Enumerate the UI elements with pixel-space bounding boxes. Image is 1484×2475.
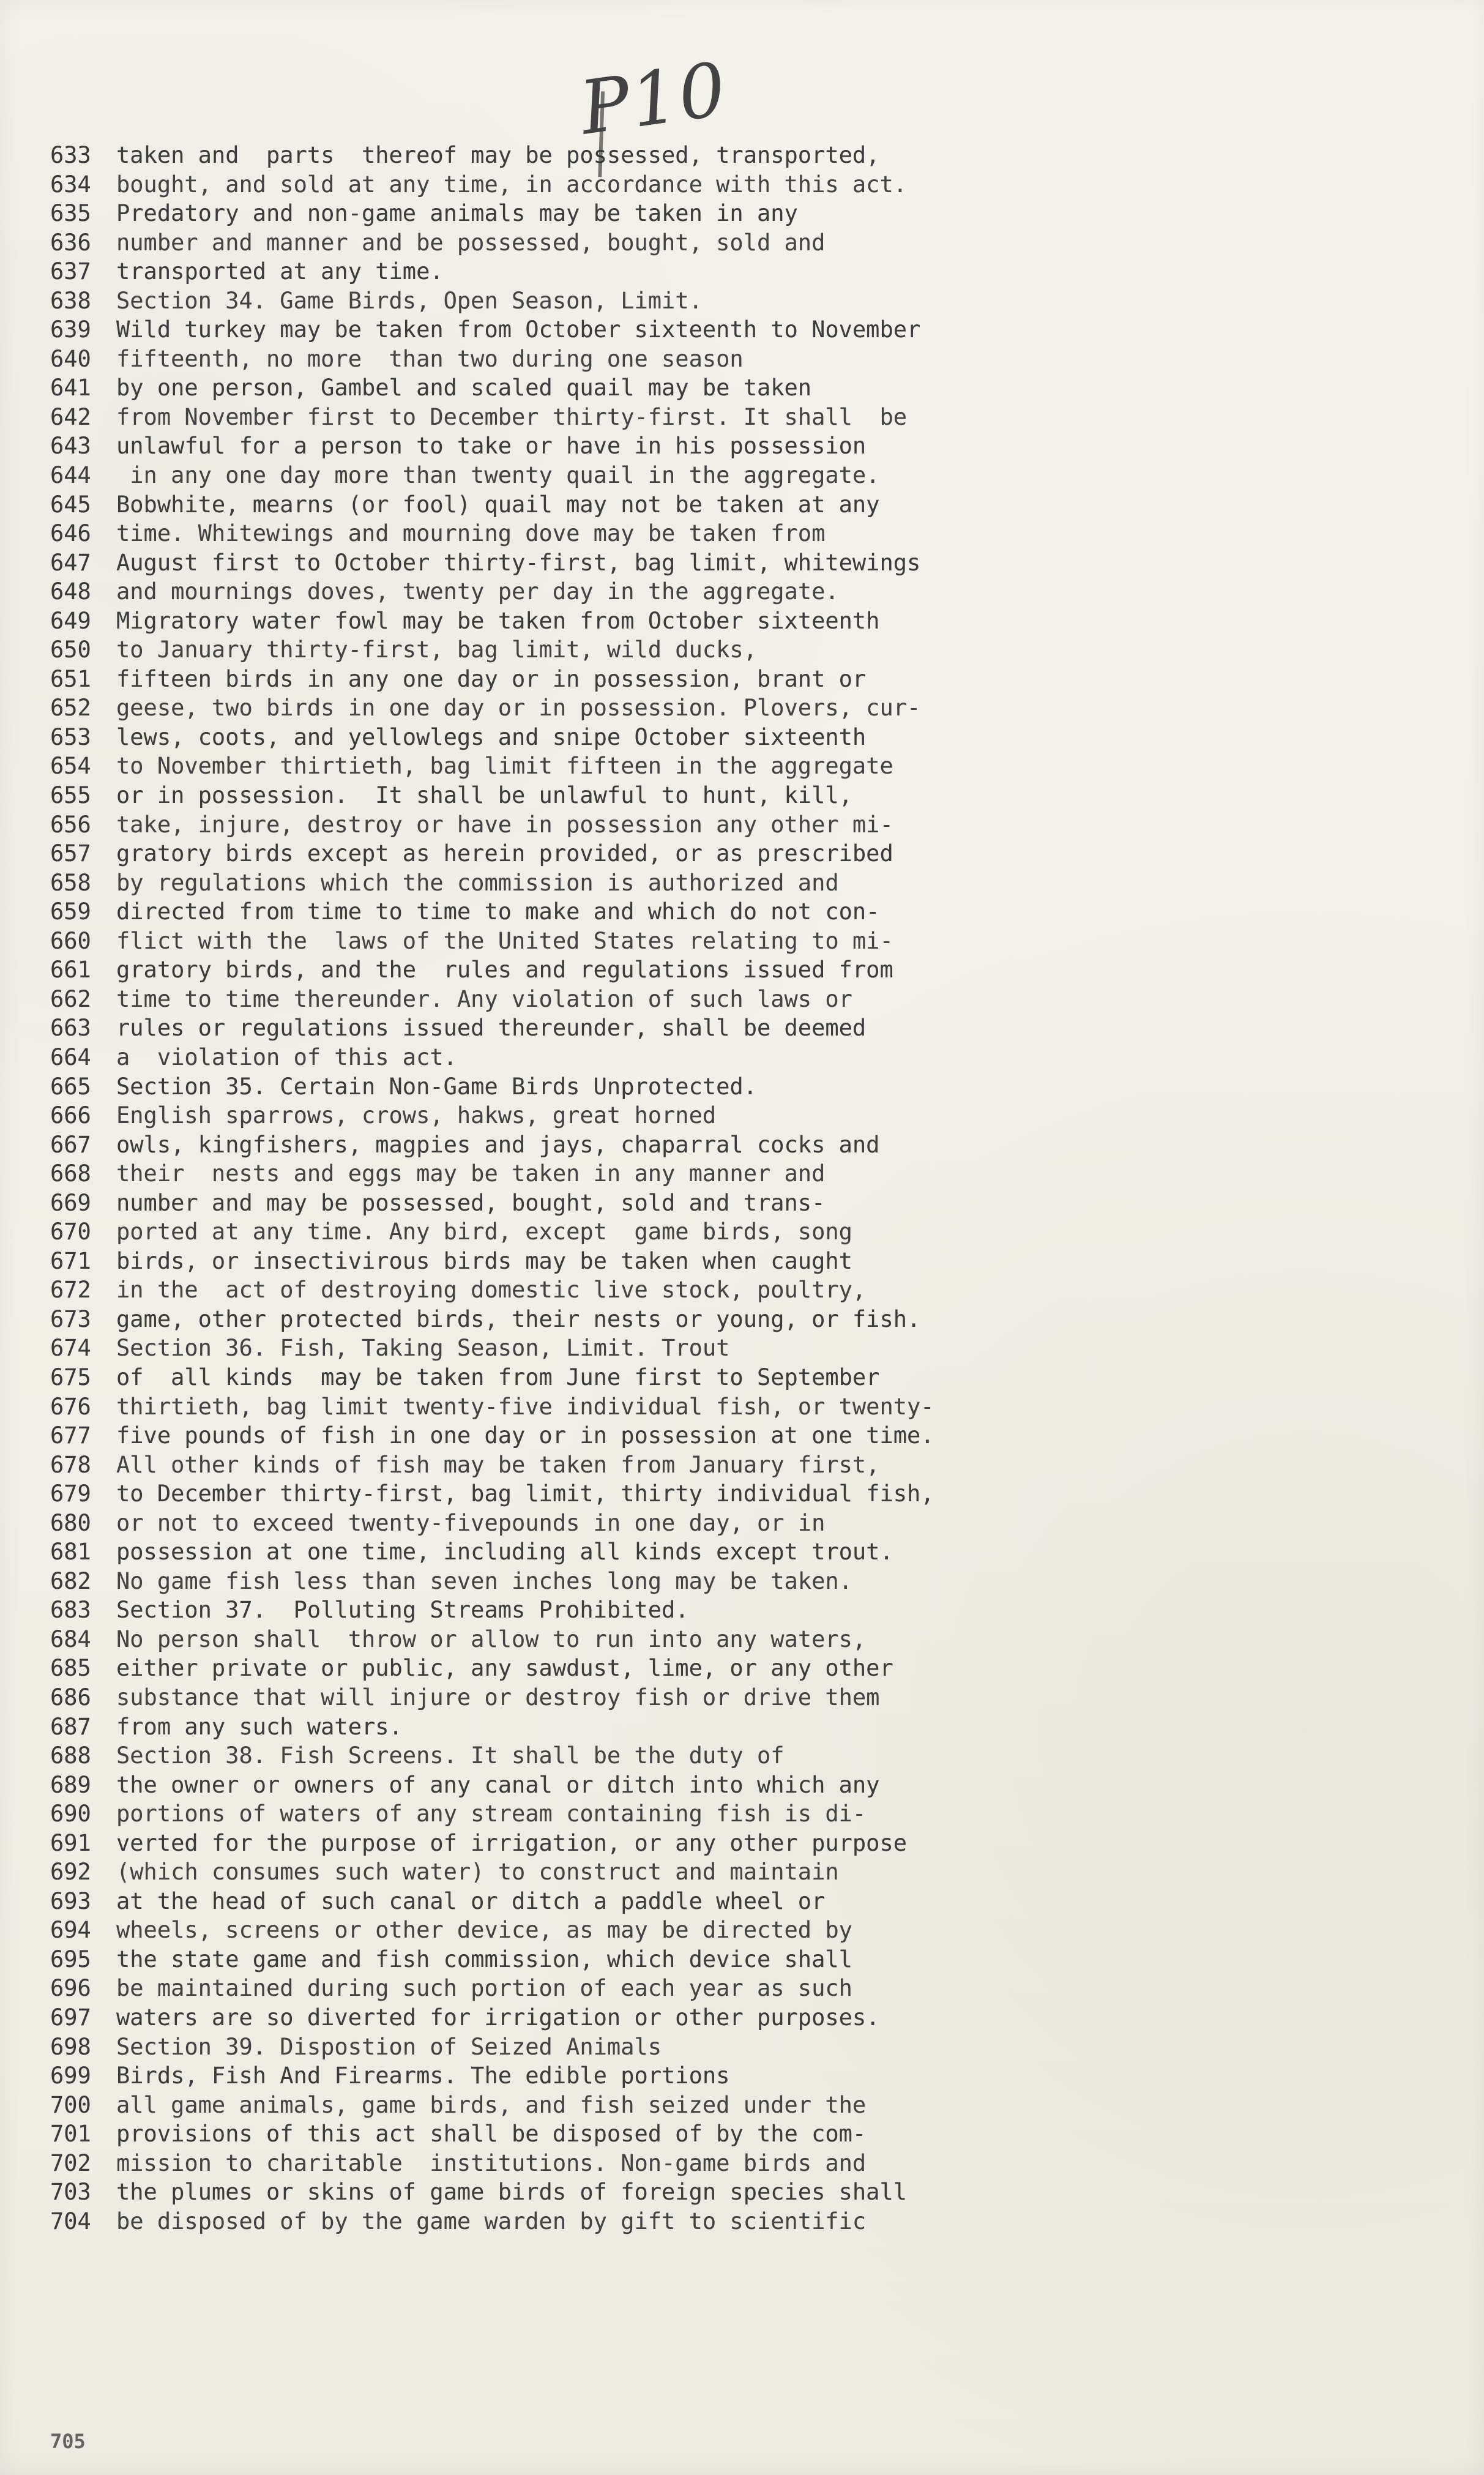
line-number: 691 xyxy=(50,1829,91,1856)
line-number: 637 xyxy=(50,258,91,285)
document-line xyxy=(50,781,1445,810)
document-line xyxy=(50,2178,1445,2207)
line-number: 684 xyxy=(50,1626,91,1652)
document-line xyxy=(50,286,1445,316)
document-line xyxy=(50,635,1445,665)
line-text: the state game and fish commission, which device shall xyxy=(116,1946,852,1973)
document-line xyxy=(50,693,1445,723)
line-number: 645 xyxy=(50,491,91,518)
line-number: 664 xyxy=(50,1043,91,1070)
line-number: 673 xyxy=(50,1305,91,1332)
document-line xyxy=(50,1043,1445,1072)
line-text: possession at one time, including all kinds except trout. xyxy=(116,1539,893,1566)
document-line xyxy=(50,607,1445,636)
line-text: Section 38. Fish Screens. It shall be the duty of xyxy=(116,1742,785,1769)
line-text: to November thirtieth, bag limit fifteen in the aggregate xyxy=(116,753,893,780)
line-number: 683 xyxy=(50,1597,91,1624)
line-text: from any such waters. xyxy=(116,1713,403,1740)
line-text: the plumes or skins of game birds of foreign species shall xyxy=(116,2179,908,2206)
line-number: 681 xyxy=(50,1539,91,1566)
line-number: 653 xyxy=(50,723,91,750)
line-text: the owner or owners of any canal or ditch into which any xyxy=(116,1771,880,1798)
line-number: 687 xyxy=(50,1713,91,1740)
line-number: 660 xyxy=(50,927,91,954)
document-line xyxy=(50,723,1445,752)
line-number: 700 xyxy=(50,2091,91,2118)
document-line xyxy=(50,373,1445,403)
line-number: 642 xyxy=(50,403,91,430)
line-number: 655 xyxy=(50,782,91,809)
document-line xyxy=(50,2119,1445,2149)
document-line xyxy=(50,1916,1445,1945)
line-text: to January thirty-first, bag limit, wild ducks, xyxy=(116,636,757,663)
line-text: No game fish less than seven inches long may be taken. xyxy=(116,1567,852,1594)
line-text: Section 35. Certain Non-Game Birds Unprotected. xyxy=(116,1073,757,1100)
line-text: wheels, screens or other device, as may be directed by xyxy=(116,1917,852,1944)
line-number: 699 xyxy=(50,2062,91,2089)
line-number: 659 xyxy=(50,898,91,925)
document-line xyxy=(50,1771,1445,1800)
line-text: or not to exceed twenty-fivepounds in one day, or in xyxy=(116,1509,826,1536)
document-line xyxy=(50,1741,1445,1771)
document-line xyxy=(50,1712,1445,1742)
document-line xyxy=(50,897,1445,927)
line-text: mission to charitable institutions. Non-game birds and xyxy=(116,2149,867,2176)
document-line xyxy=(50,1509,1445,1538)
line-text: Migratory water fowl may be taken from October sixteenth xyxy=(116,607,880,634)
document-line xyxy=(50,1887,1445,1916)
document-line xyxy=(50,1479,1445,1509)
line-number: 644 xyxy=(50,462,91,489)
document-line xyxy=(50,1596,1445,1625)
line-text: five pounds of fish in one day or in possession at one time. xyxy=(116,1422,934,1449)
line-number: 694 xyxy=(50,1917,91,1944)
line-text: August first to October thirty-first, bag limit, whitewings xyxy=(116,549,921,576)
line-number: 635 xyxy=(50,200,91,227)
line-number: 661 xyxy=(50,957,91,984)
document-line xyxy=(50,1392,1445,1422)
document-line xyxy=(50,985,1445,1014)
document-line xyxy=(50,2207,1445,2236)
line-text: waters are so diverted for irrigation or other purposes. xyxy=(116,2004,880,2031)
document-line xyxy=(50,461,1445,490)
line-text: portions of waters of any stream containing fish is di- xyxy=(116,1801,867,1827)
document-line xyxy=(50,431,1445,461)
line-number: 662 xyxy=(50,985,91,1012)
line-number: 697 xyxy=(50,2004,91,2031)
document-line xyxy=(50,345,1445,374)
line-text: be disposed of by the game warden by gift to scientific xyxy=(116,2208,867,2234)
line-number: 690 xyxy=(50,1801,91,1827)
line-number: 656 xyxy=(50,811,91,838)
document-line xyxy=(50,1683,1445,1712)
line-number: 641 xyxy=(50,375,91,401)
line-text: All other kinds of fish may be taken from January first, xyxy=(116,1451,880,1478)
line-text: gratory birds except as herein provided, or as prescribed xyxy=(116,840,893,867)
line-number: 647 xyxy=(50,549,91,576)
line-number: 689 xyxy=(50,1771,91,1798)
document-line xyxy=(50,141,1445,170)
document-line xyxy=(50,955,1445,985)
line-text: bought, and sold at any time, in accordance with this act. xyxy=(116,171,908,198)
line-number: 646 xyxy=(50,520,91,547)
document-line xyxy=(50,199,1445,228)
document-line xyxy=(50,1654,1445,1683)
line-text: from November first to December thirty-first. It shall be xyxy=(116,403,908,430)
line-text: fifteen birds in any one day or in possession, brant or xyxy=(116,665,867,692)
line-number: 701 xyxy=(50,2121,91,2148)
line-number: 658 xyxy=(50,869,91,896)
line-number: 633 xyxy=(50,142,91,168)
document-line xyxy=(50,577,1445,607)
line-text: or in possession. It shall be unlawful to hunt, kill, xyxy=(116,782,852,809)
line-text: gratory birds, and the rules and regulations issued from xyxy=(116,957,893,984)
document-line xyxy=(50,228,1445,258)
line-text: English sparrows, crows, hakws, great horned xyxy=(116,1102,717,1129)
line-number: 692 xyxy=(50,1859,91,1886)
line-number: 652 xyxy=(50,695,91,722)
line-number: 639 xyxy=(50,316,91,343)
line-number: 695 xyxy=(50,1946,91,1973)
line-number: 640 xyxy=(50,345,91,372)
line-text: in the act of destroying domestic live stock, poultry, xyxy=(116,1277,867,1304)
line-number: 667 xyxy=(50,1131,91,1158)
line-number: 682 xyxy=(50,1567,91,1594)
document-line xyxy=(50,1857,1445,1887)
line-text: take, injure, destroy or have in possession any other mi- xyxy=(116,811,893,838)
line-number: 665 xyxy=(50,1073,91,1100)
document-line xyxy=(50,2091,1445,2120)
line-text: substance that will injure or destroy fish or drive them xyxy=(116,1684,880,1711)
line-number: 650 xyxy=(50,636,91,663)
document-line xyxy=(50,1945,1445,1974)
line-number: 651 xyxy=(50,665,91,692)
line-text: a violation of this act. xyxy=(116,1043,457,1070)
line-text: number and may be possessed, bought, sold and trans- xyxy=(116,1189,826,1216)
line-text: to December thirty-first, bag limit, thirty individual fish, xyxy=(116,1480,934,1507)
line-text: birds, or insectivirous birds may be taken when caught xyxy=(116,1247,852,1274)
document-line xyxy=(50,1625,1445,1654)
line-number: 670 xyxy=(50,1219,91,1245)
line-text: fifteenth, no more than two during one season xyxy=(116,345,744,372)
line-text: of all kinds may be taken from June first to September xyxy=(116,1364,880,1391)
line-text: taken and parts thereof may be possessed, transported, xyxy=(116,142,880,168)
line-text: time. Whitewings and mourning dove may be taken from xyxy=(116,520,826,547)
document-line xyxy=(50,2061,1445,2091)
line-number: 688 xyxy=(50,1742,91,1769)
line-number: 680 xyxy=(50,1509,91,1536)
document-line xyxy=(50,927,1445,956)
line-text: by one person, Gambel and scaled quail may be taken xyxy=(116,375,812,401)
line-text: No person shall throw or allow to run into any waters, xyxy=(116,1626,867,1652)
line-text: Section 36. Fish, Taking Season, Limit. Trout xyxy=(116,1335,730,1362)
line-text: ported at any time. Any bird, except game birds, song xyxy=(116,1219,852,1245)
line-number: 679 xyxy=(50,1480,91,1507)
document-line xyxy=(50,548,1445,578)
document-line xyxy=(50,2033,1445,2062)
line-number: 638 xyxy=(50,287,91,314)
line-text: lews, coots, and yellowlegs and snipe October sixteenth xyxy=(116,723,867,750)
line-number: 657 xyxy=(50,840,91,867)
line-number: 685 xyxy=(50,1655,91,1682)
stray-line-number: 705 xyxy=(50,2430,86,2453)
line-text: their nests and eggs may be taken in any manner and xyxy=(116,1160,826,1187)
line-text: either private or public, any sawdust, lime, or any other xyxy=(116,1655,893,1682)
line-text: Wild turkey may be taken from October sixteenth to November xyxy=(116,316,921,343)
document-line xyxy=(50,839,1445,868)
line-number: 674 xyxy=(50,1335,91,1362)
document-line xyxy=(50,810,1445,840)
line-text: unlawful for a person to take or have in his possession xyxy=(116,433,867,460)
line-text: Bobwhite, mearns (or fool) quail may not be taken at any xyxy=(116,491,880,518)
line-text: in any one day more than twenty quail in the aggregate. xyxy=(116,462,880,489)
line-number: 643 xyxy=(50,433,91,460)
line-number: 666 xyxy=(50,1102,91,1129)
document-line xyxy=(50,1334,1445,1363)
line-number: 677 xyxy=(50,1422,91,1449)
line-number: 649 xyxy=(50,607,91,634)
line-text: at the head of such canal or ditch a paddle wheel or xyxy=(116,1887,826,1914)
line-number: 634 xyxy=(50,171,91,198)
line-number: 669 xyxy=(50,1189,91,1216)
line-text: verted for the purpose of irrigation, or any other purpose xyxy=(116,1829,908,1856)
line-text: geese, two birds in one day or in possession. Plovers, cur- xyxy=(116,695,921,722)
line-text: be maintained during such portion of each year as such xyxy=(116,1975,852,2002)
line-number: 696 xyxy=(50,1975,91,2002)
line-text: flict with the laws of the United States relating to mi- xyxy=(116,927,893,954)
document-line xyxy=(50,490,1445,520)
line-text: Birds, Fish And Firearms. The edible portions xyxy=(116,2062,730,2089)
document-line xyxy=(50,1537,1445,1567)
document-line xyxy=(50,1014,1445,1043)
line-text: Section 34. Game Birds, Open Season, Limit. xyxy=(116,287,703,314)
document-line xyxy=(50,752,1445,781)
document-line xyxy=(50,1275,1445,1305)
line-number: 636 xyxy=(50,229,91,256)
line-text: directed from time to time to make and which do not con- xyxy=(116,898,880,925)
line-number: 698 xyxy=(50,2033,91,2060)
line-text: by regulations which the commission is authorized and xyxy=(116,869,839,896)
document-line xyxy=(50,1159,1445,1189)
line-number: 693 xyxy=(50,1887,91,1914)
line-text: all game animals, game birds, and fish seized under the xyxy=(116,2091,867,2118)
document-line xyxy=(50,868,1445,898)
line-number: 672 xyxy=(50,1277,91,1304)
line-number: 675 xyxy=(50,1364,91,1391)
document-line xyxy=(50,1974,1445,2003)
document-line xyxy=(50,1189,1445,1218)
document-line xyxy=(50,1072,1445,1102)
page-mark: P10 xyxy=(575,47,733,152)
line-number: 686 xyxy=(50,1684,91,1711)
line-text: and mournings doves, twenty per day in the aggregate. xyxy=(116,578,839,605)
document-line xyxy=(50,519,1445,548)
document-line xyxy=(50,1130,1445,1160)
line-number: 648 xyxy=(50,578,91,605)
line-text: Section 39. Dispostion of Seized Animals xyxy=(116,2033,662,2060)
line-text: provisions of this act shall be disposed of by the com- xyxy=(116,2121,867,2148)
line-text: transported at any time. xyxy=(116,258,444,285)
document-line xyxy=(50,1363,1445,1392)
document-line xyxy=(50,2003,1445,2033)
line-text: time to time thereunder. Any violation of such laws or xyxy=(116,985,852,1012)
document-line xyxy=(50,665,1445,694)
line-text: owls, kingfishers, magpies and jays, chaparral cocks and xyxy=(116,1131,880,1158)
document-line xyxy=(50,1829,1445,1858)
line-number: 702 xyxy=(50,2149,91,2176)
line-number: 703 xyxy=(50,2179,91,2206)
line-text: (which consumes such water) to construct and maintain xyxy=(116,1859,839,1886)
document-line xyxy=(50,1450,1445,1480)
line-text: number and manner and be possessed, bought, sold and xyxy=(116,229,826,256)
document-line xyxy=(50,403,1445,432)
document-line xyxy=(50,1799,1445,1829)
line-number: 663 xyxy=(50,1015,91,1042)
document-line xyxy=(50,1305,1445,1334)
document-line xyxy=(50,1567,1445,1596)
document-line xyxy=(50,1247,1445,1276)
document-line xyxy=(50,257,1445,286)
document-line xyxy=(50,1101,1445,1130)
document-line xyxy=(50,170,1445,200)
line-text: game, other protected birds, their nests or young, or fish. xyxy=(116,1305,921,1332)
line-number: 671 xyxy=(50,1247,91,1274)
document-line xyxy=(50,1421,1445,1450)
line-text: Predatory and non-game animals may be taken in any xyxy=(116,200,798,227)
line-text: rules or regulations issued thereunder, shall be deemed xyxy=(116,1015,867,1042)
line-number: 678 xyxy=(50,1451,91,1478)
typed-lines xyxy=(50,141,1445,2236)
line-number: 704 xyxy=(50,2208,91,2234)
line-text: thirtieth, bag limit twenty-five individual fish, or twenty- xyxy=(116,1393,934,1420)
document-line xyxy=(50,315,1445,345)
line-number: 676 xyxy=(50,1393,91,1420)
document-line xyxy=(50,2149,1445,2178)
line-number: 654 xyxy=(50,753,91,780)
document-line xyxy=(50,1217,1445,1247)
line-text: Section 37. Polluting Streams Prohibited. xyxy=(116,1597,689,1624)
line-number: 668 xyxy=(50,1160,91,1187)
